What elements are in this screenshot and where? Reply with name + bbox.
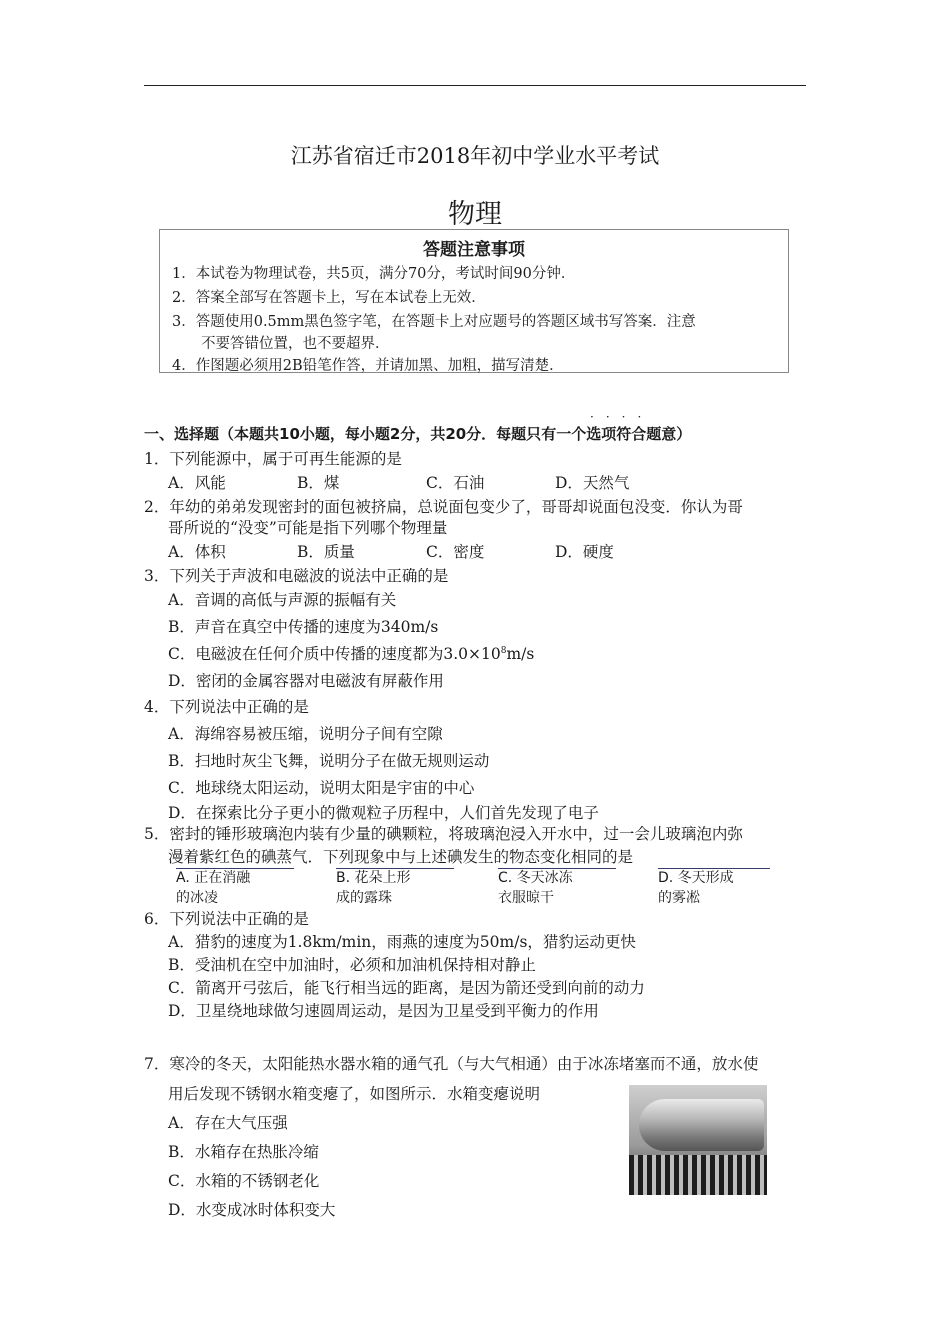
water-heater-photo [629, 1085, 767, 1195]
option-a: A．体积 [168, 543, 226, 561]
question-stem: 1．下列能源中，属于可再生能源的是 [144, 450, 402, 468]
notice-item: 2．答案全部写在答题卡上，写在本试卷上无效． [172, 290, 486, 306]
option-b [336, 868, 411, 908]
notice-box [159, 229, 789, 373]
notice-title: 答题注意事项 [423, 240, 525, 260]
question-stem-cont: 漫着紫红色的碘蒸气．下列现象中与上述碘发生的物态变化相同的是 [168, 848, 634, 866]
option-c: C．密度 [426, 543, 485, 561]
question-stem: 3．下列关于声波和电磁波的说法中正确的是 [144, 567, 449, 585]
option-b: B．扫地时灰尘飞舞，说明分子在做无规则运动 [168, 752, 490, 770]
option-b: B．质量 [297, 543, 355, 561]
option-b-line2: 成的露珠 [336, 890, 392, 906]
exam-title: 江苏省宿迁市2018年初中学业水平考试 [290, 144, 660, 168]
notice-item: 不要答错位置，也不要超界． [172, 336, 390, 352]
emphasis-dots: ···· [590, 410, 654, 424]
option-c-line1: C. 冬天冰冻 [498, 870, 573, 886]
question-stem: 2．年幼的弟弟发现密封的面包被挤扁，总说面包变少了，哥哥却说面包没变．你认为哥 [144, 498, 743, 516]
section-heading: 一、选择题（本题共10小题，每小题2分，共20分．每题只有一个选项符合题意） [144, 425, 692, 443]
option-d: D．天然气 [555, 474, 630, 492]
option-d-line1: D. 冬天形成 [658, 870, 734, 886]
vacuum-tubes [629, 1155, 767, 1195]
notice-item: 4．作图题必须用2B铅笔作答，并请加黑、加粗，描写清楚． [172, 358, 564, 374]
option-c-exponent: 8 [500, 645, 507, 656]
option-c-text: C．电磁波在任何介质中传播的速度都为3.0×10 [168, 645, 501, 663]
option-d-line2: 的雾凇 [658, 890, 700, 906]
option-d: D．密闭的金属容器对电磁波有屏蔽作用 [168, 672, 444, 690]
option-c-unit: m/s [506, 645, 535, 663]
option-b: B．煤 [297, 474, 340, 492]
option-a [176, 868, 250, 908]
question-stem: 7．寒冷的冬天，太阳能热水器水箱的通气孔（与大气相通）由于冰冻堵塞而不通，放水使 [144, 1055, 759, 1073]
notice-item: 1．本试卷为物理试卷，共5页，满分70分，考试时间90分钟． [172, 266, 576, 282]
option-c: C．水箱的不锈钢老化 [168, 1172, 320, 1190]
option-b: B．受油机在空中加油时，必须和加油机保持相对静止 [168, 956, 536, 974]
option-d: D．卫星绕地球做匀速圆周运动，是因为卫星受到平衡力的作用 [168, 1002, 599, 1020]
option-d [658, 868, 734, 908]
option-a: A．海绵容易被压缩，说明分子间有空隙 [168, 725, 443, 743]
option-d: D．水变成冰时体积变大 [168, 1201, 336, 1219]
notice-item: 3．答题使用0.5mm黑色签字笔，在答题卡上对应题号的答题区域书写答案．注意 [172, 314, 696, 330]
question-stem-cont: 用后发现不锈钢水箱变瘪了，如图所示．水箱变瘪说明 [168, 1085, 541, 1103]
question-stem: 5．密封的锤形玻璃泡内装有少量的碘颗粒，将玻璃泡浸入开水中，过一会儿玻璃泡内弥 [144, 825, 743, 843]
option-d: D．硬度 [555, 543, 614, 561]
option-c: C．石油 [426, 474, 485, 492]
header-rule [144, 85, 806, 86]
option-a-line1: A. 正在消融 [176, 870, 251, 886]
question-stem: 6．下列说法中正确的是 [144, 910, 309, 928]
option-c: C．地球绕太阳运动，说明太阳是宇宙的中心 [168, 779, 475, 797]
option-a: A．猎豹的速度为1.8km/min，雨燕的速度为50m/s，猎豹运动更快 [168, 933, 636, 951]
question-stem-cont: 哥所说的“没变”可能是指下列哪个物理量 [168, 519, 448, 537]
option-c-line2: 衣服晾干 [498, 890, 554, 906]
subject-title: 物理 [448, 199, 502, 230]
option-b: B．声音在真空中传播的速度为340m/s [168, 618, 439, 636]
option-c [168, 642, 534, 664]
option-b: B．水箱存在热胀冷缩 [168, 1143, 319, 1161]
water-tank [639, 1099, 764, 1151]
question-stem: 4．下列说法中正确的是 [144, 698, 309, 716]
option-d: D．在探索比分子更小的微观粒子历程中，人们首先发现了电子 [168, 804, 599, 822]
option-c: C．箭离开弓弦后，能飞行相当远的距离，是因为箭还受到向前的动力 [168, 979, 645, 997]
option-a: A．存在大气压强 [168, 1114, 288, 1132]
option-b-line1: B. 花朵上形 [336, 870, 411, 886]
option-a: A．风能 [168, 474, 226, 492]
option-a: A．音调的高低与声源的振幅有关 [168, 591, 397, 609]
option-a-line2: 的冰凌 [176, 890, 218, 906]
option-c [498, 868, 573, 908]
